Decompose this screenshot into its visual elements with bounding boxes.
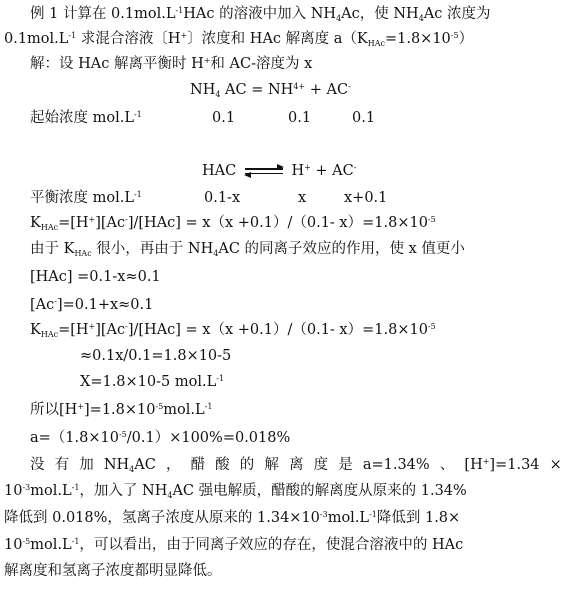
- initial-value-3: 0.1: [352, 110, 376, 126]
- approximation-reason: 由于 $K_{HAc}$ 很小，再由于 $NH_4AC$ 的同离子效应的作用，使 x 值更小: [30, 241, 465, 258]
- problem-statement-line-2: $0.1mol.L^{-1}$ 求混合溶液〔H+〕浓度和 HAc 解离度 $a(K_{HAc}=1.8\times 10^{-5})$: [4, 31, 474, 48]
- ka-expression-2: $K_{HAc}=[H^+][Ac^-]/[HAc] = x(x +0.1)/(0.1-$ $x)=1.8\times 10^{-5}$: [30, 322, 436, 339]
- problem-statement-line-1: 例 1 计算在 $0.1mol.L^{-1}HAc$ 的溶液中加入 $NH_4Ac$，使 $NH_4Ac$ 浓度为: [30, 6, 491, 23]
- conclusion-word: a=1.34%: [362, 457, 430, 473]
- conclusion-word: 离: [289, 457, 304, 473]
- conclusion-word: 解: [264, 457, 279, 473]
- conclusion-word: ，: [165, 457, 181, 473]
- conclusion-word: $NH_4AC$: [103, 457, 156, 474]
- equilibrium-equation-hac: [202, 161, 356, 181]
- hac-approximation: [HAc] =0.1-x≈0.1: [30, 269, 161, 285]
- h-concentration-result: 所以$[H^+]=1.8\times 10^{-5}mol.L^{-1}$: [30, 402, 213, 418]
- conclusion-line-5: 解离度和氢离子浓度都明显降低。: [4, 563, 222, 579]
- initial-value-2: 0.1: [288, 110, 312, 126]
- conclusion-word: 、: [439, 457, 455, 473]
- conclusion-word: 是: [338, 457, 353, 473]
- conclusion-word: 加: [79, 457, 94, 473]
- dissociation-equation-nh4ac: $NH_4$ AC = $NH^{4+} + AC^-$: [190, 82, 351, 99]
- conclusion-word: [H+]=1.34: [464, 457, 540, 473]
- ac-approximation: [Ac-]=0.1+x≈0.1: [30, 297, 154, 313]
- initial-value-1: 0.1: [212, 110, 236, 126]
- conclusion-word: 酸: [215, 457, 230, 473]
- conclusion-word: 没: [30, 457, 45, 473]
- conclusion-line-2: $10^{-3}mol.L^{-1}$，加入了 $NH_4AC$ 强电解质，醋酸的解离度从原来的 1.34%: [4, 483, 467, 500]
- conclusion-line-1: [30, 455, 562, 475]
- equilibrium-concentration-row: [30, 188, 388, 208]
- initial-concentration-row: [30, 108, 376, 128]
- ka-expression-1: $K_{HAc}=[H^+][Ac^-]/[HAc] = x(x +0.1)/(0.1-$ $x)=1.8\times 10^{-5}$: [30, 215, 436, 232]
- initial-concentration-label: 起始浓度 $mol.L^{-1}$: [30, 110, 142, 126]
- equation-right-side: H+ + AC-: [291, 163, 357, 179]
- solution-assumption: 解：设 HAc 解离平衡时 H+和 AC-溶度为 x: [30, 56, 313, 72]
- equilibrium-concentration-label: 平衡浓度 $mol.L^{-1}$: [30, 190, 142, 206]
- conclusion-word: 度: [313, 457, 329, 473]
- conclusion-line-4: $10^{-5}mol.L^{-1}$，可以看出，由于同离子效应的存在，使混合溶液中的 HAc: [4, 537, 464, 553]
- equilibrium-value-3: x+0.1: [344, 190, 388, 206]
- x-result: X=1.8×10-5 $mol.L^{-1}$: [80, 374, 225, 390]
- dissociation-degree-result: $a=(1.8\times 10^{-5}/0.1)\times 100\%=0.018\%$: [30, 430, 291, 446]
- conclusion-line-3: 降低到 0.018%，氢离子浓度从原来的 $1.34\times 10^{-3}mol.L^{-1}$降低到 1.8×: [4, 510, 461, 526]
- equilibrium-arrow-icon: [245, 166, 283, 176]
- equation-left-side: HAC: [202, 163, 237, 179]
- equilibrium-value-1: 0.1-x: [204, 190, 241, 206]
- conclusion-word: 的: [239, 457, 255, 473]
- equilibrium-value-2: x: [298, 190, 307, 206]
- ka-simplified: ≈0.1x/0.1=1.8×10-5: [80, 348, 232, 364]
- conclusion-word: 醋: [190, 457, 206, 473]
- conclusion-word: 有: [54, 457, 70, 473]
- conclusion-word: ×: [549, 457, 562, 473]
